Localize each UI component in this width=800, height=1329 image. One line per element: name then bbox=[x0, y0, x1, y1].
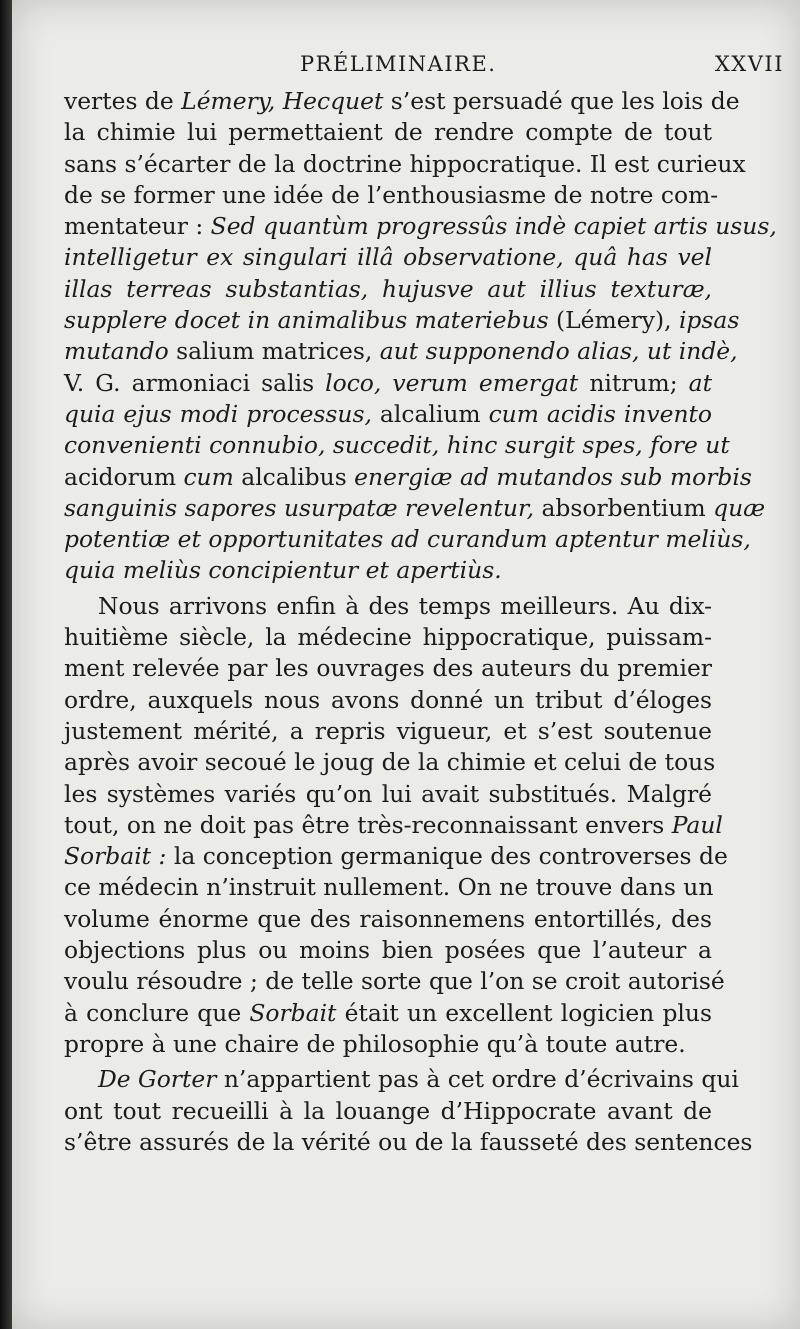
text-line bbox=[64, 274, 712, 305]
text-line bbox=[64, 305, 740, 336]
text-line bbox=[64, 555, 712, 586]
italic-run: quia ejus modi processus, bbox=[64, 399, 372, 428]
text-line bbox=[64, 368, 712, 399]
text-line bbox=[64, 591, 712, 622]
text-line bbox=[64, 524, 751, 555]
text-run: sans s’écarter de la doctrine hippocratique. Il est curieux bbox=[64, 149, 746, 178]
italic-run: cum acidis invento bbox=[488, 399, 712, 428]
page-gutter-shadow bbox=[0, 0, 12, 1329]
italic-run: Sorbait : bbox=[64, 842, 167, 871]
text-run: propre à une chaire de philosophie qu’à toute autre. bbox=[64, 1029, 686, 1058]
italic-run: cum bbox=[183, 462, 234, 491]
text-line bbox=[64, 685, 712, 716]
text-line bbox=[64, 1096, 712, 1127]
text-run: salium matrices, bbox=[168, 337, 380, 366]
paragraph bbox=[64, 591, 728, 1060]
text-run: objections plus ou moins bien posées que l’auteur a bbox=[64, 936, 712, 965]
text-run: volume énorme que des raisonnemens entortillés, des bbox=[64, 904, 712, 933]
text-run: ce médecin n’instruit nullement. On ne trouve dans un bbox=[64, 873, 714, 902]
text-run: acidorum bbox=[64, 462, 184, 491]
text-run: les systèmes variés qu’on lui avait substitués. Malgré bbox=[64, 779, 712, 808]
text-line bbox=[64, 462, 752, 493]
text-run: huitième siècle, la médecine hippocratique, puissam- bbox=[64, 623, 712, 652]
text-run: alcalium bbox=[371, 399, 489, 428]
text-line bbox=[64, 622, 712, 653]
text-run: nitrum; bbox=[578, 368, 689, 397]
text-run: s’être assurés de la vérité ou de la fausseté des sentences bbox=[64, 1127, 753, 1156]
paragraph bbox=[64, 86, 777, 587]
italic-run: sanguinis sapores usurpatæ revelentur, bbox=[64, 493, 535, 522]
text-line bbox=[64, 904, 712, 935]
text-line bbox=[64, 935, 712, 966]
text-line bbox=[64, 810, 723, 841]
italic-run: mutando bbox=[64, 337, 169, 366]
text-run: ment relevée par les ouvrages des auteurs du premier bbox=[64, 654, 712, 683]
body-text bbox=[64, 86, 777, 1158]
text-line bbox=[64, 747, 716, 778]
text-run: (Lémery), bbox=[548, 306, 679, 335]
italic-run: intelligetur ex singulari illâ observatione, quâ has vel bbox=[64, 243, 712, 272]
text-run: voulu résoudre ; de telle sorte que l’on se croit autorisé bbox=[64, 967, 725, 996]
text-line bbox=[64, 1127, 753, 1158]
italic-run: ipsas bbox=[678, 306, 740, 335]
text-run: n’appartient pas à cet ordre d’écrivains qui bbox=[216, 1065, 739, 1094]
text-line bbox=[64, 430, 730, 461]
italic-run: De Gorter bbox=[98, 1065, 217, 1094]
text-line bbox=[64, 86, 740, 117]
text-run: justement mérité, a repris vigueur, et s’est soutenue bbox=[64, 716, 712, 745]
text-run: était un excellent logicien plus bbox=[336, 998, 712, 1027]
text-line bbox=[64, 841, 728, 872]
italic-run: Sorbait bbox=[249, 998, 337, 1027]
text-line bbox=[64, 493, 766, 524]
text-line bbox=[64, 716, 712, 747]
text-line bbox=[64, 211, 777, 242]
text-line bbox=[64, 998, 712, 1029]
italic-run: Paul bbox=[671, 810, 723, 839]
text-run: de se former une idée de l’enthousiasme de notre com- bbox=[64, 180, 719, 209]
text-run: V. G. armoniaci salis bbox=[64, 368, 326, 397]
page-header bbox=[64, 52, 784, 82]
italic-run: energiæ ad mutandos sub morbis bbox=[354, 462, 752, 491]
text-run: mentateur : bbox=[64, 212, 211, 241]
text-line bbox=[64, 1029, 712, 1060]
text-line bbox=[64, 242, 712, 273]
text-run: alcalibus bbox=[233, 462, 355, 491]
page-number: XXVII bbox=[714, 52, 784, 76]
text-line bbox=[64, 399, 712, 430]
text-line bbox=[64, 872, 712, 903]
text-run: après avoir secoué le joug de la chimie et celui de tous bbox=[64, 748, 716, 777]
paragraph bbox=[64, 1064, 753, 1158]
italic-run: supplere docet in animalibus materiebus bbox=[64, 306, 549, 335]
text-run: la chimie lui permettaient de rendre compte de tout bbox=[64, 118, 712, 147]
text-run: la conception germanique des controverses de bbox=[166, 842, 728, 871]
italic-run: Sed quantùm progressûs indè capiet artis usus, bbox=[210, 212, 777, 241]
text-line bbox=[64, 966, 725, 997]
italic-run: convenienti connubio, succedit, hinc surgit spes, fore ut bbox=[64, 431, 730, 460]
text-run: s’est persuadé que les lois de bbox=[383, 87, 740, 115]
text-line bbox=[64, 149, 746, 180]
italic-run: quæ bbox=[713, 493, 766, 522]
italic-run: potentiæ et opportunitates ad curandum aptentur meliùs, bbox=[64, 525, 751, 554]
text-run: ordre, auxquels nous avons donné un tribut d’éloges bbox=[64, 685, 712, 714]
text-run: à conclure que bbox=[64, 998, 250, 1027]
italic-run: loco, verum emergat bbox=[325, 368, 579, 397]
italic-run: quia meliùs concipientur et apertiùs. bbox=[64, 556, 502, 585]
italic-run: illas terreas substantias, hujusve aut illius texturæ, bbox=[64, 274, 712, 303]
italic-run: aut supponendo alias, ut indè, bbox=[379, 337, 738, 366]
text-line bbox=[64, 1064, 739, 1095]
text-run: ont tout recueilli à la louange d’Hippocrate avant de bbox=[64, 1096, 712, 1125]
text-line bbox=[64, 336, 738, 367]
text-line bbox=[64, 117, 712, 148]
text-run: vertes de bbox=[64, 87, 182, 115]
text-run: tout, on ne doit pas être très-reconnaissant envers bbox=[64, 810, 672, 839]
running-head: PRÉLIMINAIRE. bbox=[300, 52, 497, 76]
book-page bbox=[12, 0, 800, 1329]
text-line bbox=[64, 653, 712, 684]
text-run: absorbentium bbox=[534, 493, 714, 522]
italic-run: Lémery, Hecquet bbox=[181, 87, 384, 115]
text-run: Nous arrivons enfin à des temps meilleurs. Au dix- bbox=[98, 591, 712, 620]
text-line bbox=[64, 180, 719, 211]
italic-run: at bbox=[688, 368, 713, 397]
text-line bbox=[64, 779, 712, 810]
